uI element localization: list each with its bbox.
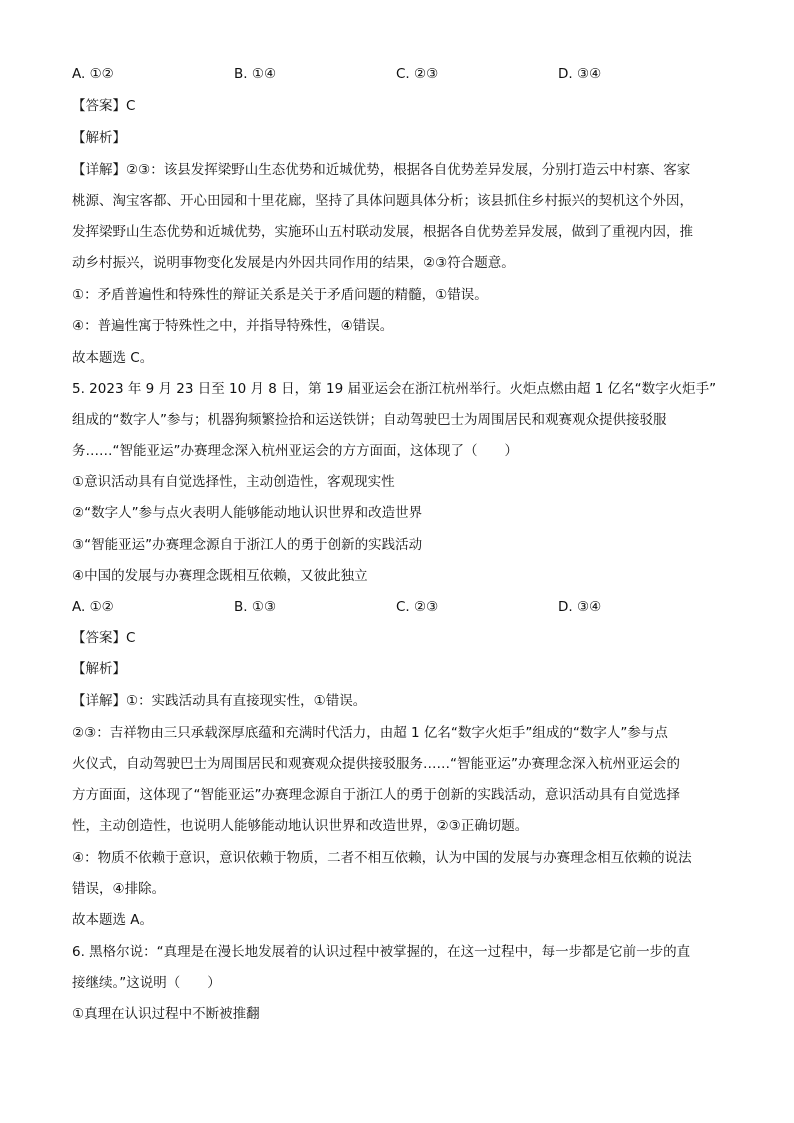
q4-option-c: C. ②③ <box>396 66 439 82</box>
q5-options <box>72 597 732 617</box>
answer-value: C <box>126 630 136 646</box>
detail-label: 【详解】 <box>72 162 126 178</box>
detail-text: ②③：该县发挥梁野山生态优势和近城优势，根据各自优势差异发展，分别打造云中村寨、客家 <box>126 162 691 178</box>
q5-detail-line: 方方面面，这体现了“智能亚运”办赛理念源自于浙江人的勇于创新的实践活动，意识活动具有自觉选择 <box>72 787 680 803</box>
q4-options <box>72 64 732 84</box>
q4-analysis-label: 【解析】 <box>72 130 126 146</box>
q6-stem-line: 接继续。”这说明（ ） <box>72 975 221 991</box>
q5-detail-line: 火仪式，自动驾驶巴士为周围居民和观赛观众提供接驳服务……“智能亚运”办赛理念深入杭州亚运会的 <box>72 756 680 772</box>
detail-label: 【详解】 <box>72 693 126 709</box>
answer-label: 【答案】 <box>72 98 126 114</box>
answer-value: C <box>126 98 136 114</box>
q6-stem-line: 6. 黑格尔说：“真理是在漫长地发展着的认识过程中被掌握的，在这一过程中，每一步都是它前一步的直 <box>72 944 691 960</box>
q4-option-d: D. ③④ <box>558 66 602 82</box>
q5-stem-line: 5. 2023 年 9 月 23 日至 10 月 8 日，第 19 届亚运会在浙江杭州举行。火炬点燃由超 1 亿名“数字火炬手” <box>72 381 717 397</box>
q5-stem-line: 务……“智能亚运”办赛理念深入杭州亚运会的方方面面，这体现了（ ） <box>72 443 518 459</box>
q6-statement: ①真理在认识过程中不断被推翻 <box>72 1006 260 1022</box>
q5-analysis-label: 【解析】 <box>72 661 126 677</box>
q5-option-a: A. ①② <box>72 599 114 615</box>
q5-stem-line: 组成的“数字人”参与；机器狗频繁捡拾和运送铁饼；自动驾驶巴士为周围居民和观赛观众提供接驳服 <box>72 412 667 428</box>
q4-detail-line <box>72 160 690 180</box>
q5-statement: ④中国的发展与办赛理念既相互依赖，又彼此独立 <box>72 568 368 584</box>
detail-text: ①：实践活动具有直接现实性，①错误。 <box>126 693 367 709</box>
q5-option-b: B. ①③ <box>234 599 277 615</box>
q5-statement: ②“数字人”参与点火表明人能够能动地认识世界和改造世界 <box>72 505 423 521</box>
q4-conclusion: 故本题选 C。 <box>72 350 154 366</box>
q5-conclusion: 故本题选 A。 <box>72 912 154 928</box>
q5-detail-line: ④：物质不依赖于意识，意识依赖于物质，二者不相互依赖，认为中国的发展与办赛理念相互依赖的说法 <box>72 850 692 866</box>
q5-detail-line <box>72 691 366 711</box>
q5-statement: ③“智能亚运”办赛理念源自于浙江人的勇于创新的实践活动 <box>72 537 423 553</box>
q4-detail-line: 桃源、淘宝客都、开心田园和十里花廊，坚持了具体问题具体分析；该县抓住乡村振兴的契机这个外因， <box>72 193 693 209</box>
q5-detail-line: 错误，④排除。 <box>72 881 166 897</box>
q4-detail-line: ④：普遍性寓于特殊性之中，并指导特殊性，④错误。 <box>72 318 394 334</box>
q5-detail-line: 性，主动创造性，也说明人能够能动地认识世界和改造世界，②③正确切题。 <box>72 818 529 834</box>
q5-option-d: D. ③④ <box>558 599 602 615</box>
q4-answer <box>72 96 135 116</box>
q4-option-b: B. ①④ <box>234 66 277 82</box>
q5-option-c: C. ②③ <box>396 599 439 615</box>
answer-label: 【答案】 <box>72 630 126 646</box>
q5-statement: ①意识活动具有自觉选择性，主动创造性，客观现实性 <box>72 474 395 490</box>
q5-answer <box>72 628 135 648</box>
q4-detail-line: ①：矛盾普遍性和特殊性的辩证关系是关于矛盾问题的精髓，①错误。 <box>72 287 488 303</box>
q4-option-a: A. ①② <box>72 66 114 82</box>
q4-detail-line: 动乡村振兴，说明事物变化发展是内外因共同作用的结果，②③符合题意。 <box>72 255 515 271</box>
q4-detail-line: 发挥梁野山生态优势和近城优势，实施环山五村联动发展，根据各自优势差异发展，做到了重视内因，推 <box>72 224 693 240</box>
q5-detail-line: ②③：吉祥物由三只承载深厚底蕴和充满时代活力，由超 1 亿名“数字火炬手”组成的“数字人”参与点 <box>72 725 668 741</box>
